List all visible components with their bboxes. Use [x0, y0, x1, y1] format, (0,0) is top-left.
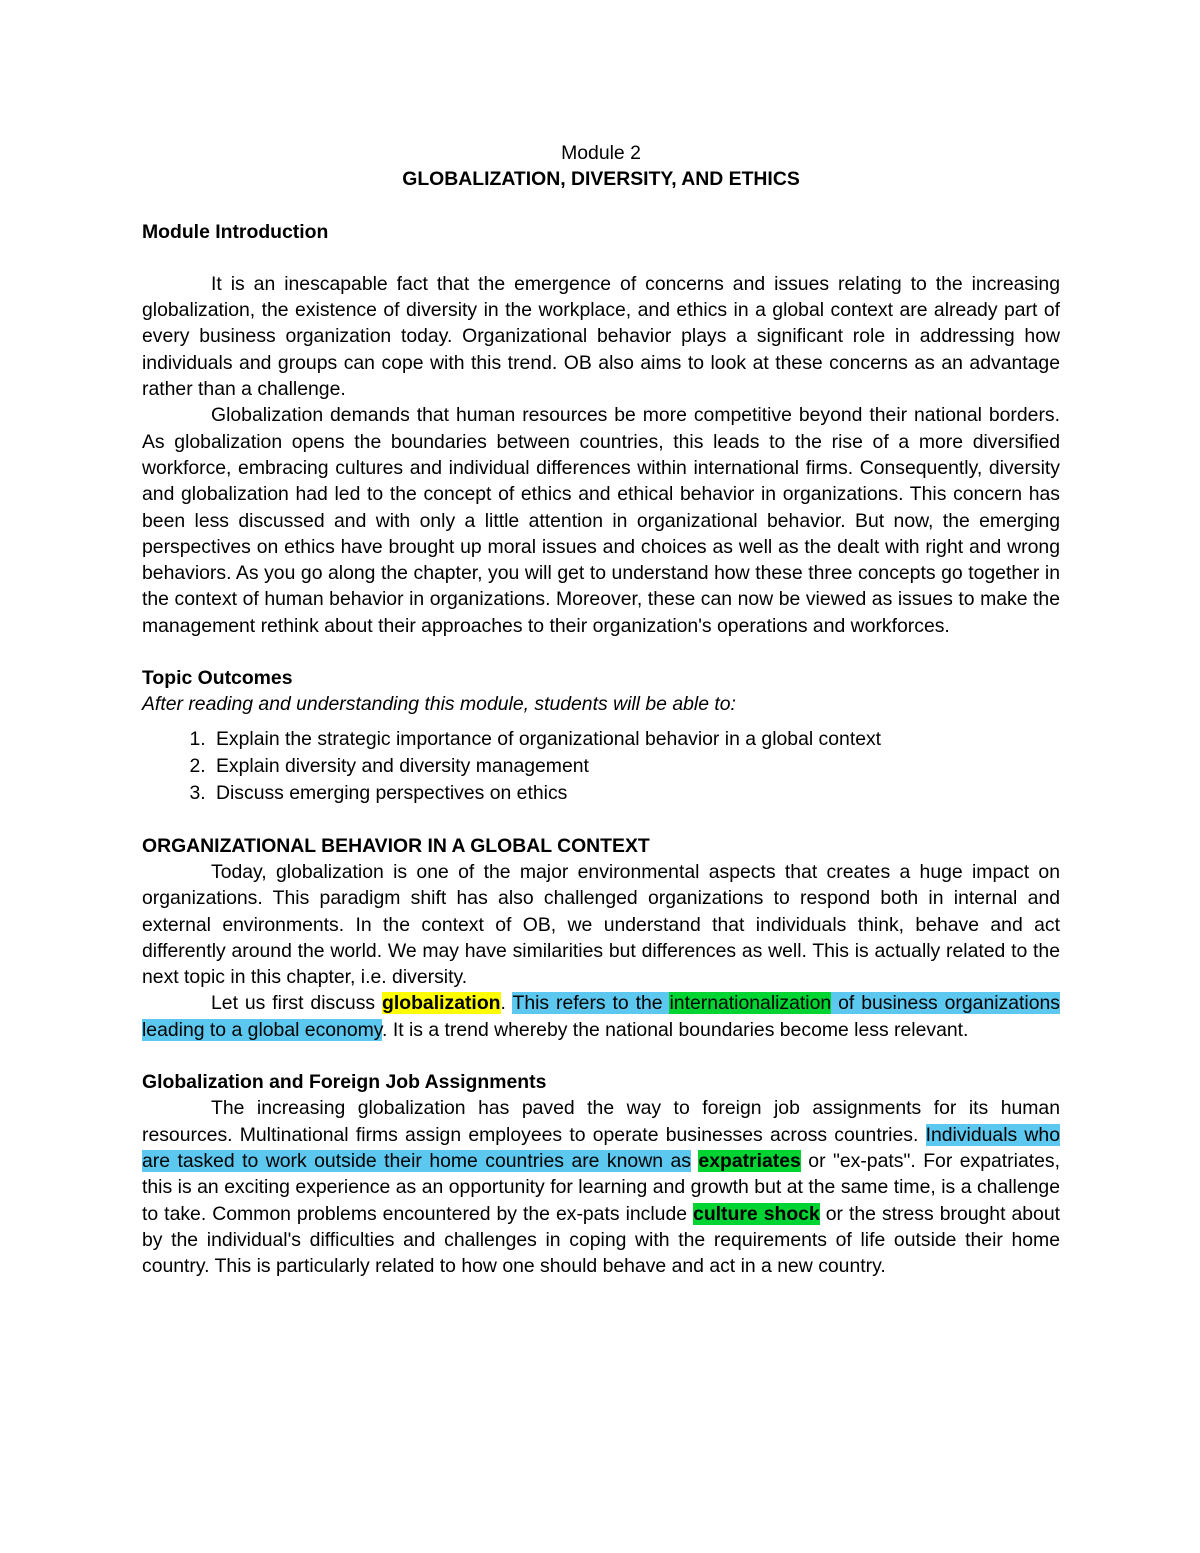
- highlight-as: as: [670, 1149, 691, 1172]
- text-run: .: [500, 992, 513, 1015]
- intro-paragraph-1: It is an inescapable fact that the emergence of concerns and issues relating to the increasing globalization, the existence of diversity in the workplace, and ethics in a global context are already part of every business organization today. Organizational behavior plays a significant role in addressing how individuals and groups can cope with this trend. OB also aims to look at these concerns as an advantage rather than a challenge.: [142, 272, 1060, 401]
- text-run: Let us first discuss: [211, 992, 383, 1015]
- highlight-term-culture-shock: culture shock: [693, 1202, 820, 1225]
- global-context-paragraph-2: [142, 990, 1060, 1043]
- module-number: Module 2: [561, 142, 641, 164]
- foreign-jobs-paragraph: [142, 1095, 1060, 1279]
- text-run: or the stress brought about by the individual's difficulties and challenges in coping with the requirements of life outside their home country. This is particularly related to how one should behave and act in a new country.: [142, 1202, 1061, 1278]
- foreign-jobs-heading: Globalization and Foreign Job Assignments: [142, 1071, 547, 1094]
- intro-paragraph-2: Globalization demands that human resources be more competitive beyond their national borders. As globalization opens the boundaries between countries, this leads to the rise of a more diversified workforce, embracing cultures and individual differences within international firms. Consequently, diversity and globalization had led to the concept of ethics and ethical behavior in organizations. This concern has been less discussed and with only a little attention in organizational behavior. But now, the emerging perspectives on ethics have brought up moral issues and choices as well as the dealt with right and wrong behaviors. As you go along the chapter, you will get to understand how these three concepts go together in the context of human behavior in organizations. Moreover, these can now be viewed as issues to make the management rethink about their approaches to their organization's operations and workforces.: [142, 404, 1060, 637]
- outcome-item: 2. Explain diversity and diversity management: [211, 753, 1060, 780]
- highlight-internationalization: internationalization: [669, 992, 832, 1015]
- outcome-item: 1. Explain the strategic importance of organizational behavior in a global context: [211, 726, 1060, 753]
- global-context-heading: ORGANIZATIONAL BEHAVIOR IN A GLOBAL CONTEXT: [142, 834, 650, 857]
- highlight-term-expatriates: expatriates: [698, 1149, 801, 1172]
- text-run: The increasing globalization has paved the way to foreign job assignments for its human resources. Multinational firms assign employees to operate businesses across countries.: [142, 1097, 1060, 1146]
- intro-heading: Module Introduction: [142, 220, 329, 243]
- global-context-paragraph-1: Today, globalization is one of the major environmental aspects that creates a huge impact on organizations. This paradigm shift has also challenged organizations to respond both in internal and external environments. In the context of OB, we understand that individuals think, behave and act differently around the world. We may have similarities but differences as well. This is actually related to the next topic in this chapter, i.e. diversity.: [142, 860, 1060, 989]
- highlight-definition: This refers to the: [512, 992, 670, 1015]
- outcomes-list: [142, 726, 1060, 807]
- text-run: or "ex-pats". For expatriates, this is an exciting experience as an opportunity for learning and growth but at the same time, is a challenge to take. Common problems encountered by the ex-pats include: [142, 1149, 1060, 1225]
- outcomes-lead: After reading and understanding this module, students will be able to:: [142, 693, 736, 716]
- document-page: [142, 140, 1060, 1279]
- highlight-definition: of business organizations leading to a global economy: [142, 992, 1060, 1041]
- highlight-definition: Individuals who are tasked to work outside their home countries are known: [142, 1123, 1060, 1172]
- highlight-term-globalization: globalization: [382, 992, 501, 1015]
- module-title: GLOBALIZATION, DIVERSITY, AND ETHICS: [402, 168, 800, 191]
- outcome-item: 3. Discuss emerging perspectives on ethics: [211, 780, 1060, 807]
- outcomes-heading: Topic Outcomes: [142, 667, 293, 690]
- text-run: . It is a trend whereby the national boundaries become less relevant.: [382, 1018, 969, 1041]
